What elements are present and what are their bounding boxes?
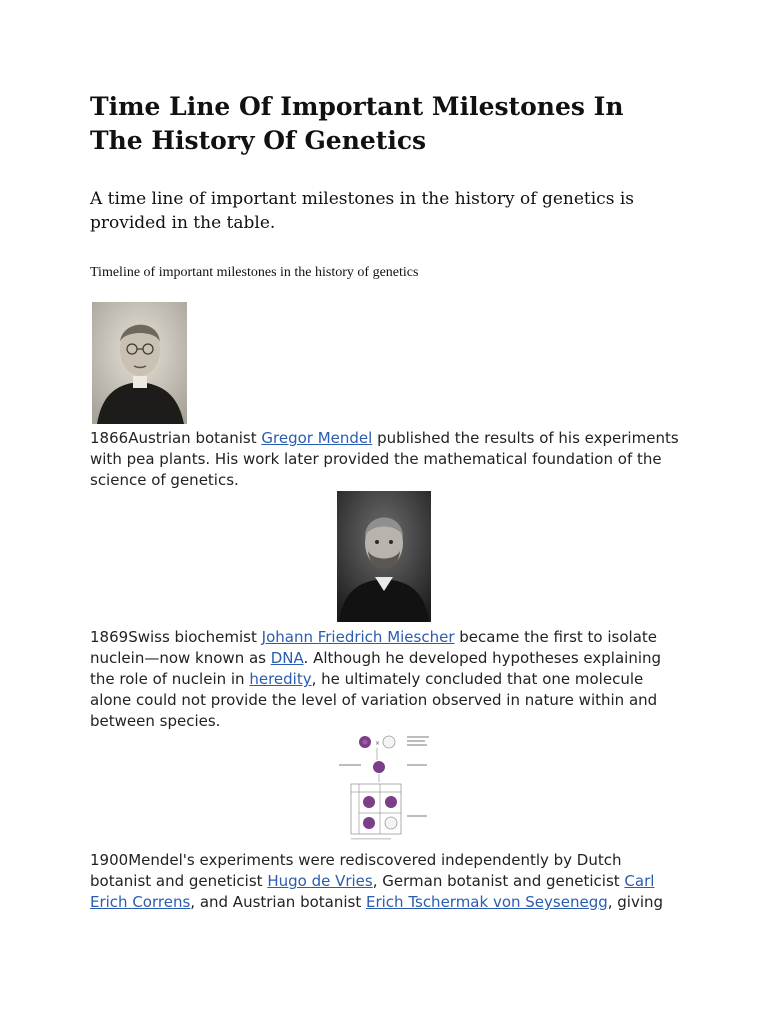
timeline-entry-1900 [90, 850, 685, 913]
entry-year: 1869 [90, 628, 129, 646]
timeline-entry-1869 [90, 627, 685, 732]
entry-text: , German botanist and geneticist [372, 872, 625, 890]
entry-text: , and Austrian botanist [190, 893, 366, 911]
timeline-entry-1866 [90, 428, 685, 491]
link-erich-tschermak-von-seysenegg[interactable]: Erich Tschermak von Seysenegg [365, 893, 608, 911]
johann-friedrich-miescher-portrait [337, 491, 431, 622]
link-gregor-mendel[interactable]: Gregor Mendel [261, 429, 373, 447]
intro-paragraph: A time line of important milestones in the history of genetics is provided in the table. [90, 189, 634, 233]
entry-text: published the results of his experiments with pea plants. His work later provided the mathematical foundation of the science of genetics. [90, 429, 679, 489]
mendelian-cross-diagram [337, 730, 433, 845]
gregor-mendel-portrait [92, 302, 187, 424]
entry-text: , giving [607, 893, 664, 911]
link-hugo-de-vries[interactable]: Hugo de Vries [267, 872, 373, 890]
entry-year: 1900 [90, 851, 129, 869]
entry-text: , he ultimately concluded that one molecule alone could not provide the level of variation observed in nature within and between species. [90, 670, 658, 730]
link-heredity[interactable]: heredity [249, 670, 312, 688]
entry-text: Swiss biochemist [128, 628, 262, 646]
entry-text: Mendel's experiments were rediscovered independently by Dutch botanist and geneticist [90, 851, 622, 890]
link-carl-erich-correns[interactable]: Carl Erich Correns [90, 872, 655, 911]
link-dna[interactable]: DNA [270, 649, 304, 667]
page-title: Time Line Of Important Milestones In The History Of Genetics [90, 92, 624, 155]
svg-text:×: × [375, 740, 381, 747]
table-caption: Timeline of important milestones in the history of genetics [90, 265, 419, 280]
entry-text: Austrian botanist [128, 429, 262, 447]
entry-text: became the first to isolate nuclein—now known as [90, 628, 658, 667]
entry-year: 1866 [90, 429, 129, 447]
entry-text: . Although he developed hypotheses explaining the role of nuclein in [90, 649, 662, 688]
link-johann-friedrich-miescher[interactable]: Johann Friedrich Miescher [261, 628, 455, 646]
